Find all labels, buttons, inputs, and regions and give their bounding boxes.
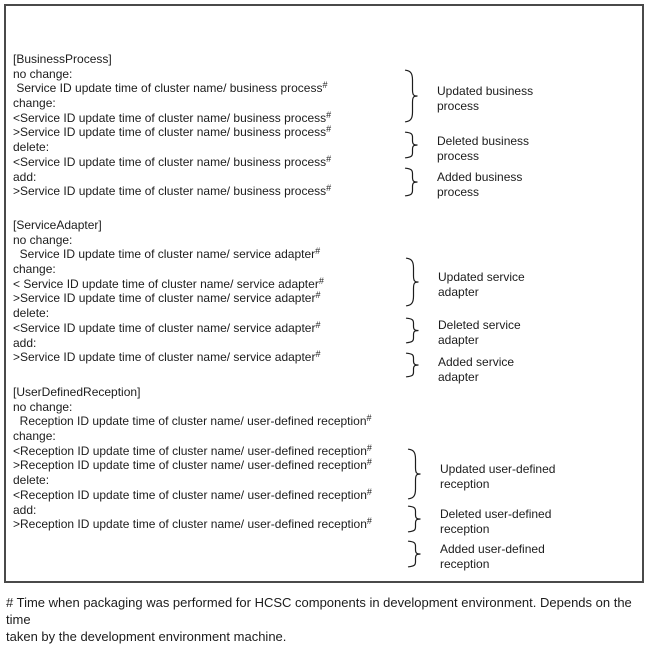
footnote-marker: # xyxy=(315,349,321,360)
footnote-marker: # xyxy=(326,109,332,120)
config-line: >Service ID update time of cluster name/ service adapter# xyxy=(13,349,321,365)
curly-brace-icon xyxy=(404,317,420,344)
footnote-marker: # xyxy=(326,124,332,135)
footnote-line: # Time when packaging was performed for HCSC components in development environment. Depends on the time xyxy=(6,595,632,627)
annotation-label-line: Updated business xyxy=(437,84,534,98)
config-line: delete: xyxy=(13,473,50,488)
config-line: >Service ID update time of cluster name/ business process# xyxy=(13,124,332,140)
config-line: >Service ID update time of cluster name/ service adapter# xyxy=(13,290,321,306)
config-line: Service ID update time of cluster name/ business process# xyxy=(13,80,328,96)
config-line: >Service ID update time of cluster name/ business process# xyxy=(13,183,332,199)
curly-brace-icon xyxy=(406,505,422,533)
config-line: delete: xyxy=(13,140,50,155)
annotation-label xyxy=(438,270,588,300)
annotation-label xyxy=(438,318,588,348)
curly-brace-icon xyxy=(406,540,422,568)
config-line: change: xyxy=(13,96,56,111)
annotation-label-line: Added user-defined xyxy=(440,542,545,556)
section-business-process xyxy=(13,52,331,199)
config-line: < Service ID update time of cluster name/ service adapter# xyxy=(13,275,324,291)
config-line: delete: xyxy=(13,306,50,321)
section-user-defined-reception xyxy=(13,385,372,532)
footnote-marker: # xyxy=(366,516,372,527)
annotation-label-line: Updated service xyxy=(438,270,525,284)
config-line: Service ID update time of cluster name/ service adapter# xyxy=(13,246,321,262)
config-line: change: xyxy=(13,429,56,444)
config-line: <Service ID update time of cluster name/ business process# xyxy=(13,109,332,125)
annotation-label-line: Deleted service xyxy=(438,318,521,332)
footnote xyxy=(6,594,646,645)
annotation-label-line: adapter xyxy=(438,370,479,384)
config-line: <Service ID update time of cluster name/ service adapter# xyxy=(13,319,321,335)
annotation-label-line: process xyxy=(437,99,480,113)
annotation-label xyxy=(437,84,587,114)
annotation-label xyxy=(438,355,588,385)
annotation-label xyxy=(440,507,590,537)
config-line: [ServiceAdapter] xyxy=(13,218,102,232)
footnote-line: taken by the development environment machine. xyxy=(6,629,287,644)
footnote-marker: # xyxy=(366,413,372,424)
config-line: <Reception ID update time of cluster name/ user-defined reception# xyxy=(13,442,372,458)
config-line: Reception ID update time of cluster name/ user-defined reception# xyxy=(13,413,372,429)
config-line: add: xyxy=(13,502,37,517)
annotation-label-line: reception xyxy=(440,522,490,536)
footnote-marker: # xyxy=(318,275,324,286)
annotation-label-line: Deleted business xyxy=(437,134,530,148)
footnote-marker: # xyxy=(326,183,332,194)
annotation-label-line: Added business xyxy=(437,170,523,184)
curly-brace-icon xyxy=(403,167,419,197)
annotation-label xyxy=(440,542,590,572)
annotation-label xyxy=(437,170,587,200)
annotation-label-line: reception xyxy=(440,477,490,491)
footnote-marker: # xyxy=(326,153,332,164)
annotation-label-line: reception xyxy=(440,557,490,571)
config-line: >Reception ID update time of cluster name/ user-defined reception# xyxy=(13,457,372,473)
annotation-label-line: adapter xyxy=(438,285,479,299)
curly-brace-icon xyxy=(404,257,420,307)
curly-brace-icon xyxy=(403,69,419,123)
config-line: no change: xyxy=(13,399,73,414)
curly-brace-icon xyxy=(404,352,420,378)
config-line: add: xyxy=(13,335,37,350)
config-line: <Service ID update time of cluster name/ business process# xyxy=(13,153,332,169)
config-line: <Reception ID update time of cluster name/ user-defined reception# xyxy=(13,486,372,502)
curly-brace-icon xyxy=(406,448,422,500)
config-line: no change: xyxy=(13,232,73,247)
annotation-label-line: process xyxy=(437,185,480,199)
footnote-marker: # xyxy=(366,442,372,453)
footnote-marker: # xyxy=(366,486,372,497)
footnote-marker: # xyxy=(315,246,321,257)
annotation-label-line: Updated user-defined xyxy=(440,462,556,476)
annotation-label xyxy=(437,134,587,164)
config-line: >Reception ID update time of cluster name/ user-defined reception# xyxy=(13,516,372,532)
footnote-marker: # xyxy=(322,80,328,91)
annotation-label-line: Deleted user-defined xyxy=(440,507,552,521)
annotation-label-line: Added service xyxy=(438,355,515,369)
annotation-label-line: adapter xyxy=(438,333,479,347)
annotation-label-line: process xyxy=(437,149,480,163)
footnote-marker: # xyxy=(366,457,372,468)
section-service-adapter xyxy=(13,218,324,365)
footnote-marker: # xyxy=(315,290,321,301)
config-line: [UserDefinedReception] xyxy=(13,385,141,399)
config-line: add: xyxy=(13,169,37,184)
annotation-label xyxy=(440,462,590,492)
config-line: [BusinessProcess] xyxy=(13,52,112,66)
config-line: no change: xyxy=(13,66,73,81)
footnote-marker: # xyxy=(315,319,321,330)
config-line: change: xyxy=(13,262,56,277)
curly-brace-icon xyxy=(403,131,419,159)
